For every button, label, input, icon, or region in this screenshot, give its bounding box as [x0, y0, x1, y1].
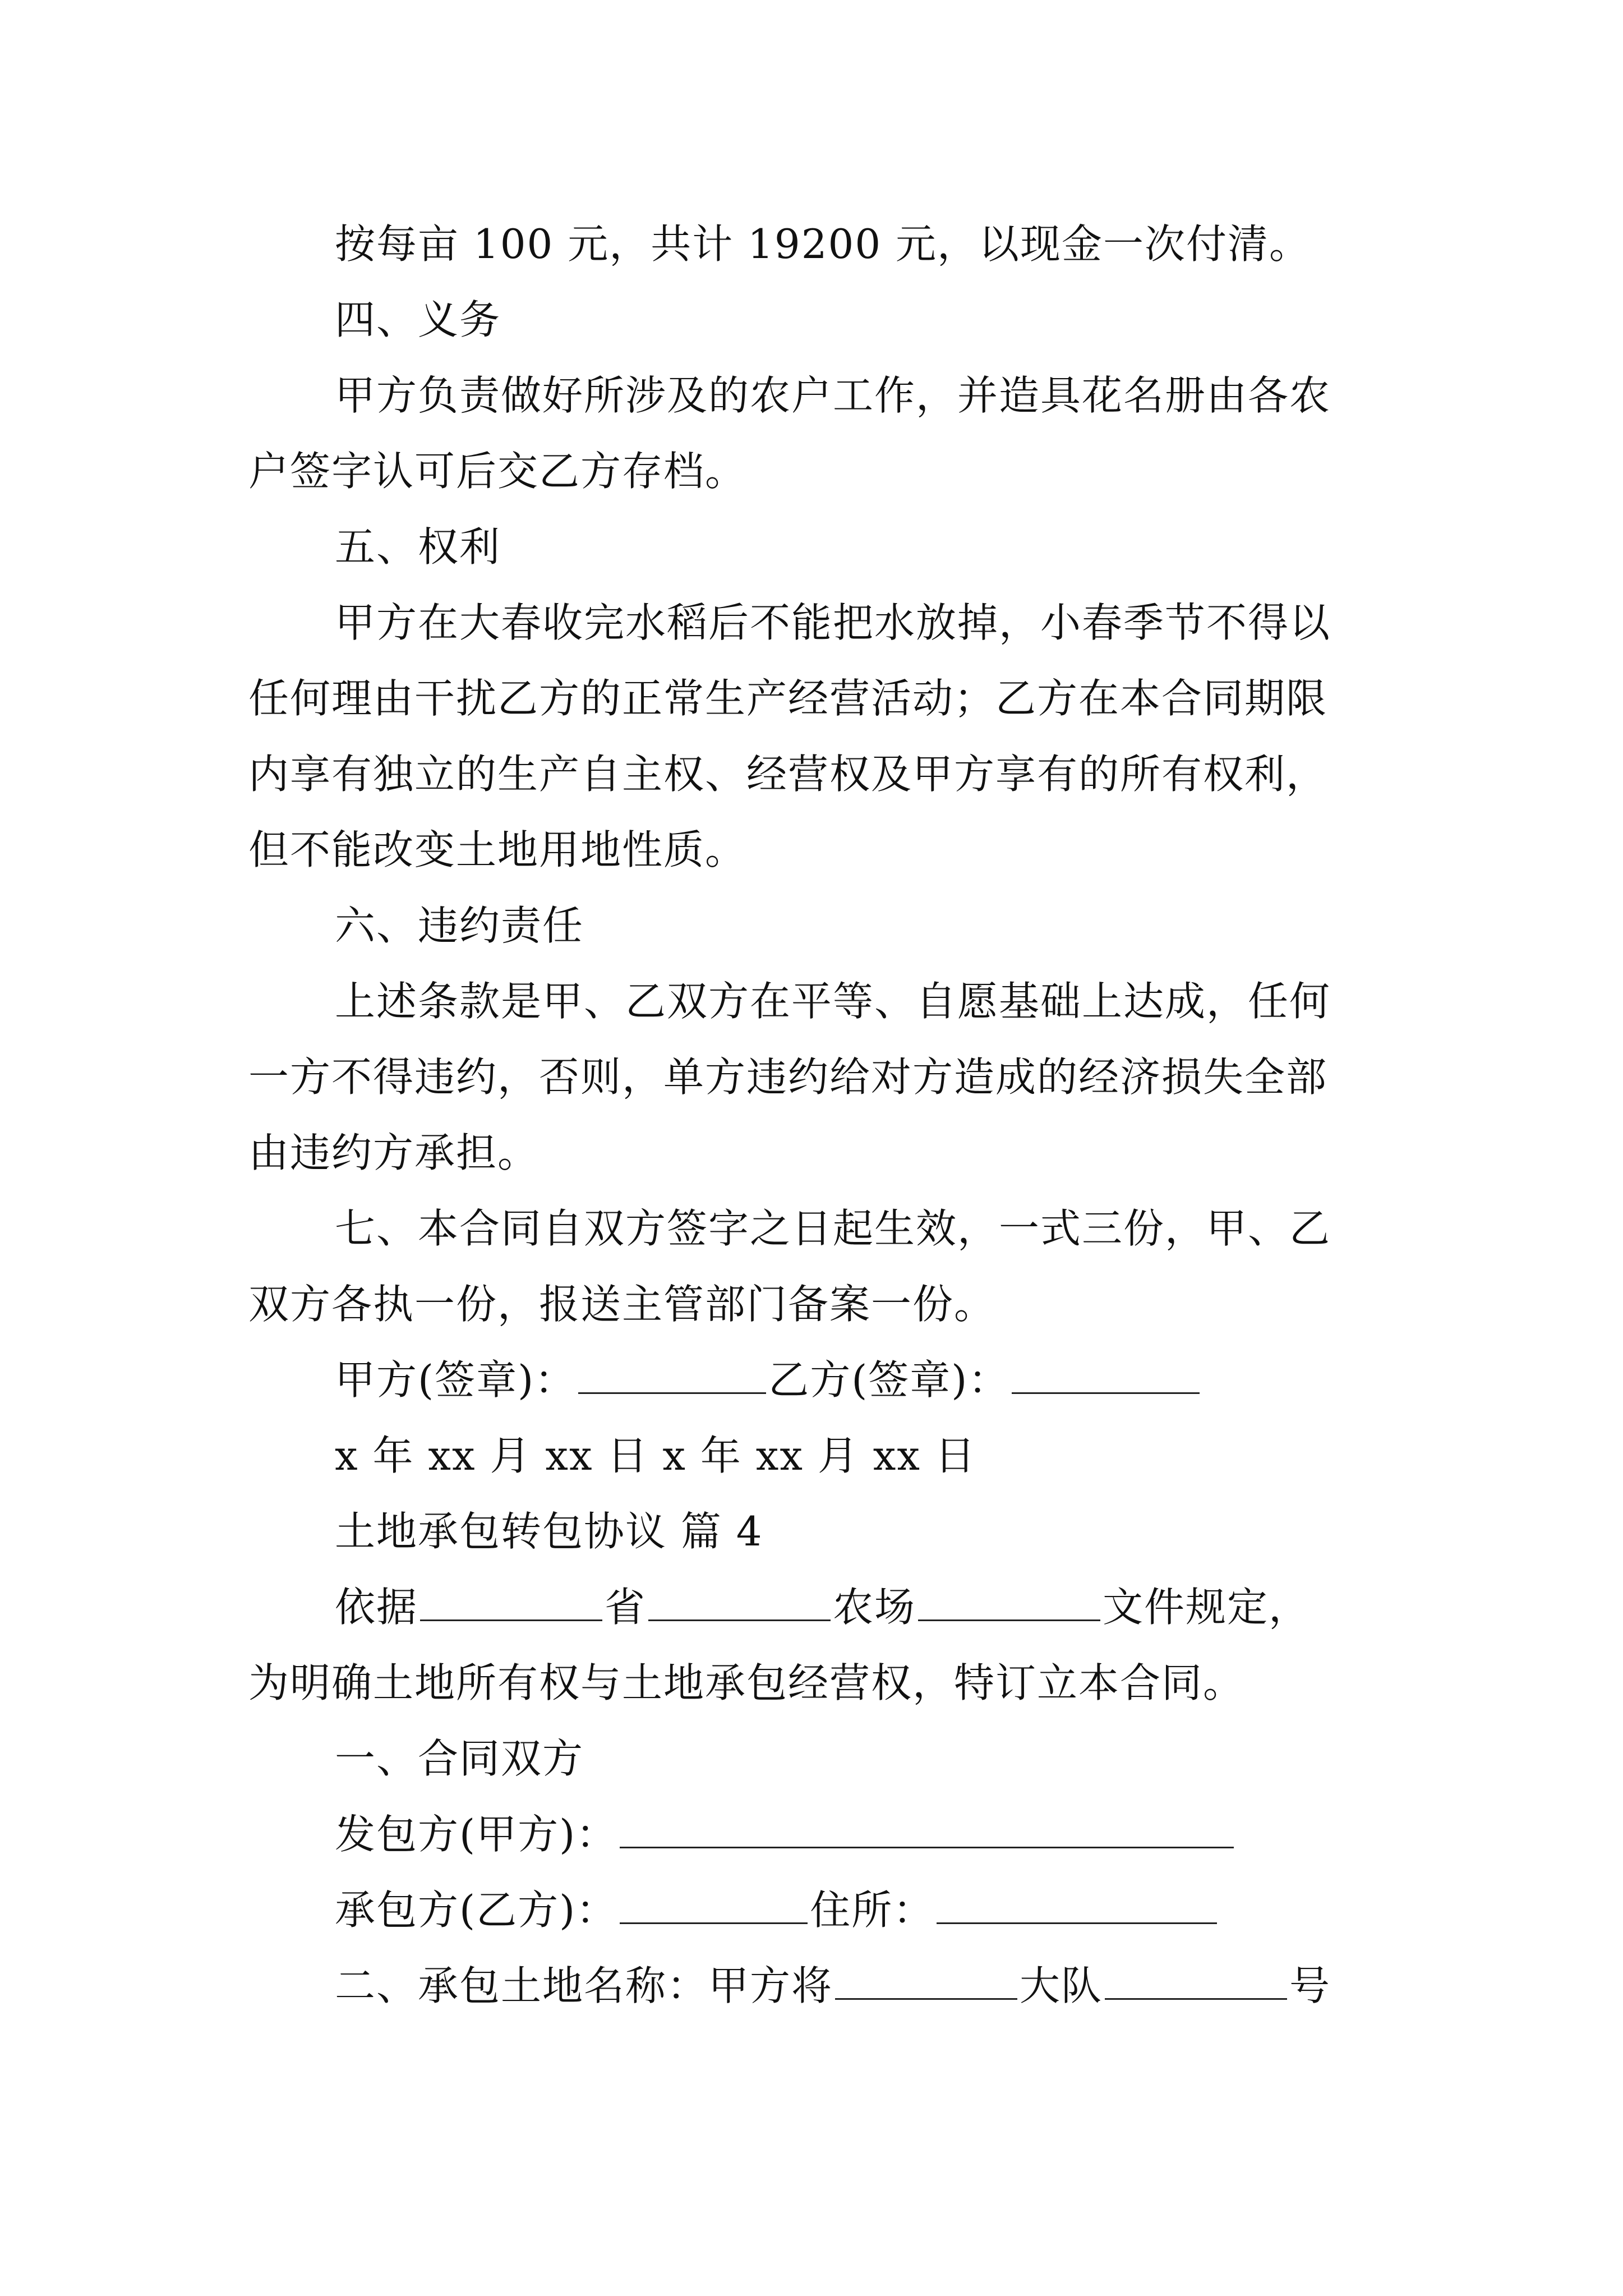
paragraph-rights-4: 但不能改变土地用地性质。 [248, 826, 747, 873]
paragraph-rights-1: 甲方在大春收完水稻后不能把水放掉，小春季节不得以 [335, 599, 1331, 646]
basis-blank-3 [918, 1585, 1100, 1621]
heading-obligations: 四、义务 [335, 296, 501, 343]
basis-suffix: 文件规定， [1103, 1584, 1311, 1631]
party-b-signature-label: 乙方(签章)： [768, 1356, 1010, 1404]
heading-parties: 一、合同双方 [335, 1735, 584, 1782]
issuer-label: 发包方(甲方)： [335, 1811, 618, 1858]
land-number: 号 [1289, 1962, 1331, 2009]
heading-liability: 六、违约责任 [335, 902, 584, 949]
paragraph-rights-2: 任何理由干扰乙方的正常生产经营活动；乙方在本合同期限 [248, 675, 1328, 722]
paragraph-obligations-2: 户签字认可后交乙方存档。 [248, 448, 747, 495]
paragraph-obligations-1: 甲方负责做好所涉及的农户工作，并造具花名册由各农 [335, 372, 1331, 419]
basis-blank-2 [648, 1585, 831, 1621]
signature-line [335, 1352, 1202, 1408]
paragraph-effective-1: 七、本合同自双方签字之日起生效，一式三份，甲、乙 [335, 1205, 1331, 1252]
party-a-signature-label: 甲方(签章)： [335, 1356, 577, 1404]
contractor-label: 承包方(乙方)： [335, 1887, 618, 1934]
land-blank-1 [835, 1963, 1017, 2000]
land-prefix: 二、承包土地名称：甲方将 [335, 1962, 833, 2009]
issuer-line [335, 1806, 1236, 1862]
party-b-signature-blank [1012, 1358, 1200, 1394]
party-a-signature-blank [578, 1358, 766, 1394]
land-line [335, 1958, 1331, 2014]
basis-farm: 农场 [833, 1584, 916, 1631]
land-blank-2 [1105, 1963, 1287, 2000]
basis-line [335, 1579, 1310, 1635]
paragraph-effective-2: 双方各执一份，报送主管部门备案一份。 [248, 1281, 996, 1328]
paragraph-liability-3: 由违约方承担。 [248, 1129, 540, 1176]
date-line: x 年 xx 月 xx 日 x 年 xx 月 xx 日 [335, 1432, 976, 1479]
heading-rights: 五、权利 [335, 523, 501, 570]
residence-label: 住所： [810, 1887, 935, 1934]
contractor-blank [620, 1888, 808, 1924]
basis-blank-1 [420, 1585, 602, 1621]
land-brigade: 大队 [1020, 1962, 1103, 2009]
basis-prefix: 依据 [335, 1584, 418, 1631]
paragraph-liability-2: 一方不得违约，否则，单方违约给对方造成的经济损失全部 [248, 1053, 1328, 1101]
paragraph-payment: 按每亩 100 元，共计 19200 元，以现金一次付清。 [335, 220, 1311, 268]
paragraph-rights-3: 内享有独立的生产自主权、经营权及甲方享有的所有权利， [248, 751, 1328, 798]
section-title: 土地承包转包协议 篇 4 [335, 1508, 763, 1555]
contractor-line [335, 1882, 1219, 1938]
purpose-line: 为明确土地所有权与土地承包经营权，特订立本合同。 [248, 1659, 1245, 1706]
issuer-blank [620, 1812, 1234, 1848]
paragraph-liability-1: 上述条款是甲、乙双方在平等、自愿基础上达成，任何 [335, 978, 1331, 1025]
basis-province: 省 [605, 1584, 647, 1631]
residence-blank [937, 1888, 1217, 1924]
